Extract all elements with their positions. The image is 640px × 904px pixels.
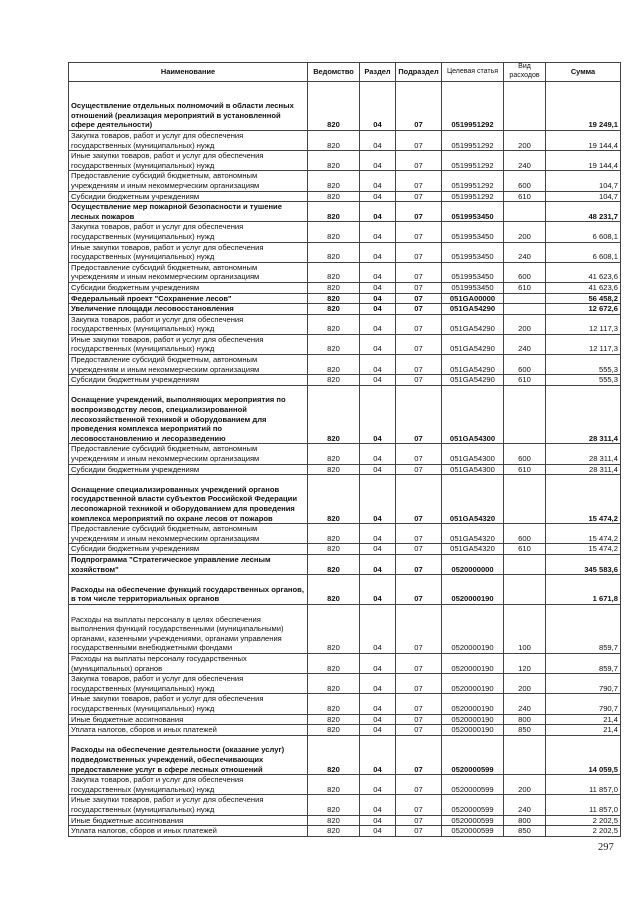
- cell-podrazdel: 07: [396, 714, 442, 725]
- table-row: [69, 202, 621, 222]
- cell-target-article: 051GA54290: [442, 375, 504, 386]
- cell-razdel: 04: [360, 293, 396, 304]
- cell-sum: 790,7: [546, 694, 621, 714]
- cell-vedomstvo: 820: [308, 242, 360, 262]
- cell-name: Осуществление мер пожарной безопасности и тушение лесных пожаров: [69, 202, 308, 222]
- cell-name: Предоставление субсидий бюджетным, автономным учреждениям и иным некоммерческим организациям: [69, 171, 308, 191]
- table-row: [69, 524, 621, 544]
- cell-name: Иные закупки товаров, работ и услуг для обеспечения государственных (муниципальных) нужд: [69, 242, 308, 262]
- cell-razdel: 04: [360, 334, 396, 354]
- table-row: [69, 674, 621, 694]
- cell-sum: 104,7: [546, 171, 621, 191]
- cell-razdel: 04: [360, 282, 396, 293]
- table-row: [69, 795, 621, 815]
- cell-podrazdel: 07: [396, 262, 442, 282]
- cell-target-article: 0519953450: [442, 242, 504, 262]
- cell-name: Иные закупки товаров, работ и услуг для обеспечения государственных (муниципальных) нужд: [69, 334, 308, 354]
- cell-podrazdel: 07: [396, 544, 442, 555]
- cell-vedomstvo: 820: [308, 131, 360, 151]
- cell-name: Закупка товаров, работ и услуг для обеспечения государственных (муниципальных) нужд: [69, 314, 308, 334]
- cell-vedomstvo: 820: [308, 725, 360, 736]
- cell-target-article: 051GA54290: [442, 314, 504, 334]
- cell-vedomstvo: 820: [308, 775, 360, 795]
- cell-razdel: 04: [360, 555, 396, 575]
- header-row: [69, 63, 621, 82]
- cell-podrazdel: 07: [396, 375, 442, 386]
- cell-expense-type: 240: [504, 694, 546, 714]
- cell-expense-type: 850: [504, 725, 546, 736]
- cell-name: Предоставление субсидий бюджетным, автономным учреждениям и иным некоммерческим организациям: [69, 524, 308, 544]
- cell-podrazdel: 07: [396, 242, 442, 262]
- cell-target-article: 0519951292: [442, 82, 504, 131]
- cell-expense-type: 610: [504, 544, 546, 555]
- cell-podrazdel: 07: [396, 282, 442, 293]
- cell-target-article: 0520000599: [442, 775, 504, 795]
- cell-vedomstvo: 820: [308, 575, 360, 605]
- cell-razdel: 04: [360, 314, 396, 334]
- cell-podrazdel: 07: [396, 355, 442, 375]
- cell-vedomstvo: 820: [308, 795, 360, 815]
- table-row: [69, 555, 621, 575]
- cell-vedomstvo: 820: [308, 293, 360, 304]
- cell-sum: 15 474,2: [546, 524, 621, 544]
- cell-target-article: 0520000599: [442, 735, 504, 774]
- cell-sum: 104,7: [546, 191, 621, 202]
- cell-podrazdel: 07: [396, 653, 442, 673]
- cell-vedomstvo: 820: [308, 694, 360, 714]
- cell-target-article: 051GA54300: [442, 464, 504, 475]
- cell-target-article: 051GA54320: [442, 524, 504, 544]
- cell-podrazdel: 07: [396, 694, 442, 714]
- cell-razdel: 04: [360, 222, 396, 242]
- cell-razdel: 04: [360, 544, 396, 555]
- table-row: [69, 464, 621, 475]
- cell-expense-type: [504, 475, 546, 524]
- table-row: [69, 604, 621, 653]
- cell-sum: 2 202,5: [546, 826, 621, 837]
- cell-sum: 12 117,3: [546, 334, 621, 354]
- cell-expense-type: 800: [504, 815, 546, 826]
- cell-target-article: 0519951292: [442, 191, 504, 202]
- cell-razdel: 04: [360, 151, 396, 171]
- cell-razdel: 04: [360, 826, 396, 837]
- cell-name: Расходы на обеспечение функций государственных органов, в том числе территориальных органов: [69, 575, 308, 605]
- table-body: [69, 82, 621, 837]
- cell-name: Субсидии бюджетным учреждениям: [69, 191, 308, 202]
- cell-podrazdel: 07: [396, 444, 442, 464]
- cell-vedomstvo: 820: [308, 314, 360, 334]
- cell-target-article: 0519953450: [442, 202, 504, 222]
- header-podrazdel: Подраздел: [396, 63, 442, 82]
- cell-name: Оснащение специализированных учреждений органов государственной власти субъектов Российской Федерации лесопожарной техникой и оборудованием для проведения комплекса мероприятий по охране лесов от пожаров: [69, 475, 308, 524]
- cell-name: Закупка товаров, работ и услуг для обеспечения государственных (муниципальных) нужд: [69, 222, 308, 242]
- cell-razdel: 04: [360, 464, 396, 475]
- cell-name: Иные бюджетные ассигнования: [69, 815, 308, 826]
- cell-expense-type: 100: [504, 604, 546, 653]
- cell-razdel: 04: [360, 202, 396, 222]
- cell-podrazdel: 07: [396, 475, 442, 524]
- cell-podrazdel: 07: [396, 524, 442, 544]
- cell-podrazdel: 07: [396, 725, 442, 736]
- cell-vedomstvo: 820: [308, 82, 360, 131]
- cell-expense-type: [504, 82, 546, 131]
- cell-expense-type: 610: [504, 375, 546, 386]
- cell-vedomstvo: 820: [308, 202, 360, 222]
- table-row: [69, 314, 621, 334]
- cell-target-article: 0520000599: [442, 815, 504, 826]
- cell-vedomstvo: 820: [308, 826, 360, 837]
- cell-name: Иные закупки товаров, работ и услуг для обеспечения государственных (муниципальных) нужд: [69, 795, 308, 815]
- table-row: [69, 444, 621, 464]
- cell-razdel: 04: [360, 694, 396, 714]
- cell-razdel: 04: [360, 575, 396, 605]
- cell-sum: 11 857,0: [546, 795, 621, 815]
- cell-sum: 19 249,1: [546, 82, 621, 131]
- cell-podrazdel: 07: [396, 82, 442, 131]
- cell-target-article: 051GA54300: [442, 444, 504, 464]
- header-target-article: Целевая статья: [442, 63, 504, 82]
- cell-target-article: 0520000190: [442, 604, 504, 653]
- cell-razdel: 04: [360, 304, 396, 315]
- cell-name: Расходы на обеспечение деятельности (оказание услуг) подведомственных учреждений, обеспечивающих предоставление услуг в сфере лесных отношений: [69, 735, 308, 774]
- cell-name: Расходы на выплаты персоналу государственных (муниципальных) органов: [69, 653, 308, 673]
- cell-vedomstvo: 820: [308, 385, 360, 444]
- cell-podrazdel: 07: [396, 304, 442, 315]
- cell-sum: 12 672,6: [546, 304, 621, 315]
- cell-name: Иные закупки товаров, работ и услуг для обеспечения государственных (муниципальных) нужд: [69, 694, 308, 714]
- cell-sum: 48 231,7: [546, 202, 621, 222]
- cell-name: Субсидии бюджетным учреждениям: [69, 282, 308, 293]
- cell-vedomstvo: 820: [308, 604, 360, 653]
- cell-expense-type: [504, 575, 546, 605]
- cell-expense-type: [504, 293, 546, 304]
- cell-expense-type: 600: [504, 444, 546, 464]
- cell-podrazdel: 07: [396, 775, 442, 795]
- cell-sum: 19 144,4: [546, 151, 621, 171]
- cell-target-article: 051GA54290: [442, 334, 504, 354]
- cell-sum: 555,3: [546, 375, 621, 386]
- cell-podrazdel: 07: [396, 222, 442, 242]
- cell-sum: 12 117,3: [546, 314, 621, 334]
- cell-razdel: 04: [360, 191, 396, 202]
- cell-razdel: 04: [360, 262, 396, 282]
- cell-sum: 11 857,0: [546, 775, 621, 795]
- cell-razdel: 04: [360, 815, 396, 826]
- cell-expense-type: 200: [504, 775, 546, 795]
- table-row: [69, 575, 621, 605]
- cell-razdel: 04: [360, 385, 396, 444]
- cell-target-article: 0520000190: [442, 575, 504, 605]
- cell-vedomstvo: 820: [308, 282, 360, 293]
- cell-target-article: 0519953450: [442, 222, 504, 242]
- cell-name: Закупка товаров, работ и услуг для обеспечения государственных (муниципальных) нужд: [69, 775, 308, 795]
- cell-expense-type: 610: [504, 464, 546, 475]
- cell-sum: 555,3: [546, 355, 621, 375]
- header-name: Наименование: [69, 63, 308, 82]
- cell-razdel: 04: [360, 725, 396, 736]
- cell-target-article: 0520000599: [442, 795, 504, 815]
- cell-sum: 15 474,2: [546, 544, 621, 555]
- cell-podrazdel: 07: [396, 735, 442, 774]
- page-number: 297: [598, 842, 614, 853]
- cell-expense-type: [504, 304, 546, 315]
- cell-vedomstvo: 820: [308, 262, 360, 282]
- table-row: [69, 694, 621, 714]
- cell-razdel: 04: [360, 355, 396, 375]
- cell-target-article: 0520000599: [442, 826, 504, 837]
- table-row: [69, 653, 621, 673]
- cell-sum: 28 311,4: [546, 464, 621, 475]
- table-header: [69, 63, 621, 82]
- cell-vedomstvo: 820: [308, 222, 360, 242]
- cell-name: Федеральный проект "Сохранение лесов": [69, 293, 308, 304]
- cell-vedomstvo: 820: [308, 171, 360, 191]
- cell-name: Уплата налогов, сборов и иных платежей: [69, 725, 308, 736]
- cell-name: Уплата налогов, сборов и иных платежей: [69, 826, 308, 837]
- cell-target-article: 051GA54320: [442, 475, 504, 524]
- cell-sum: 2 202,5: [546, 815, 621, 826]
- table-row: [69, 544, 621, 555]
- header-vedomstvo: Ведомство: [308, 63, 360, 82]
- cell-sum: 859,7: [546, 604, 621, 653]
- cell-name: Подпрограмма "Стратегическое управление лесным хозяйством": [69, 555, 308, 575]
- cell-expense-type: 200: [504, 314, 546, 334]
- table-row: [69, 171, 621, 191]
- header-sum: Сумма: [546, 63, 621, 82]
- cell-expense-type: [504, 555, 546, 575]
- cell-vedomstvo: 820: [308, 444, 360, 464]
- cell-vedomstvo: 820: [308, 191, 360, 202]
- table-row: [69, 282, 621, 293]
- cell-expense-type: 240: [504, 795, 546, 815]
- cell-expense-type: 600: [504, 524, 546, 544]
- table-row: [69, 304, 621, 315]
- cell-podrazdel: 07: [396, 171, 442, 191]
- cell-target-article: 0520000190: [442, 725, 504, 736]
- cell-razdel: 04: [360, 714, 396, 725]
- cell-name: Субсидии бюджетным учреждениям: [69, 375, 308, 386]
- cell-expense-type: 600: [504, 171, 546, 191]
- cell-target-article: 0520000190: [442, 653, 504, 673]
- cell-target-article: 0520000000: [442, 555, 504, 575]
- cell-vedomstvo: 820: [308, 544, 360, 555]
- cell-name: Субсидии бюджетным учреждениям: [69, 464, 308, 475]
- table-row: [69, 82, 621, 131]
- cell-target-article: 0519951292: [442, 171, 504, 191]
- cell-podrazdel: 07: [396, 826, 442, 837]
- cell-razdel: 04: [360, 475, 396, 524]
- cell-sum: 15 474,2: [546, 475, 621, 524]
- cell-vedomstvo: 820: [308, 674, 360, 694]
- cell-name: Предоставление субсидий бюджетным, автономным учреждениям и иным некоммерческим организациям: [69, 262, 308, 282]
- table-row: [69, 714, 621, 725]
- cell-expense-type: 610: [504, 282, 546, 293]
- cell-name: Закупка товаров, работ и услуг для обеспечения государственных (муниципальных) нужд: [69, 131, 308, 151]
- cell-name: Субсидии бюджетным учреждениям: [69, 544, 308, 555]
- cell-name: Оснащение учреждений, выполняющих мероприятия по воспроизводству лесов, специализированной лесохозяйственной техникой и оборудованием для проведения комплекса мероприятий по лесовосстановлению и лесоразведению: [69, 385, 308, 444]
- cell-vedomstvo: 820: [308, 151, 360, 171]
- cell-podrazdel: 07: [396, 151, 442, 171]
- cell-vedomstvo: 820: [308, 375, 360, 386]
- cell-razdel: 04: [360, 131, 396, 151]
- cell-target-article: 051GA54290: [442, 304, 504, 315]
- cell-expense-type: 600: [504, 355, 546, 375]
- table-row: [69, 293, 621, 304]
- cell-razdel: 04: [360, 775, 396, 795]
- cell-razdel: 04: [360, 375, 396, 386]
- cell-sum: 41 623,6: [546, 262, 621, 282]
- cell-name: Расходы на выплаты персоналу в целях обеспечения выполнения функций государственными (муниципальными) органами, казенными учреждениями, органами управления государственными внебюджетными фондами: [69, 604, 308, 653]
- cell-target-article: 051GA54290: [442, 355, 504, 375]
- cell-sum: 28 311,4: [546, 385, 621, 444]
- header-expense-type: Вид расходов: [504, 63, 546, 82]
- cell-expense-type: 240: [504, 242, 546, 262]
- cell-sum: 6 608,1: [546, 242, 621, 262]
- cell-razdel: 04: [360, 444, 396, 464]
- cell-vedomstvo: 820: [308, 304, 360, 315]
- cell-expense-type: 240: [504, 334, 546, 354]
- cell-name: Закупка товаров, работ и услуг для обеспечения государственных (муниципальных) нужд: [69, 674, 308, 694]
- cell-target-article: 0520000190: [442, 714, 504, 725]
- cell-razdel: 04: [360, 795, 396, 815]
- cell-name: Увеличение площади лесовосстановления: [69, 304, 308, 315]
- cell-name: Иные закупки товаров, работ и услуг для обеспечения государственных (муниципальных) нужд: [69, 151, 308, 171]
- cell-razdel: 04: [360, 735, 396, 774]
- table-row: [69, 191, 621, 202]
- table-row: [69, 262, 621, 282]
- cell-sum: 28 311,4: [546, 444, 621, 464]
- cell-expense-type: [504, 735, 546, 774]
- cell-expense-type: 200: [504, 131, 546, 151]
- cell-vedomstvo: 820: [308, 355, 360, 375]
- cell-target-article: 0520000190: [442, 674, 504, 694]
- cell-podrazdel: 07: [396, 314, 442, 334]
- cell-podrazdel: 07: [396, 202, 442, 222]
- table-row: [69, 735, 621, 774]
- cell-razdel: 04: [360, 171, 396, 191]
- cell-name: Иные бюджетные ассигнования: [69, 714, 308, 725]
- cell-vedomstvo: 820: [308, 735, 360, 774]
- cell-sum: 345 583,6: [546, 555, 621, 575]
- table-row: [69, 725, 621, 736]
- cell-vedomstvo: 820: [308, 334, 360, 354]
- table-row: [69, 151, 621, 171]
- cell-target-article: 0519953450: [442, 262, 504, 282]
- cell-sum: 790,7: [546, 674, 621, 694]
- cell-name: Осуществление отдельных полномочий в области лесных отношений (реализация мероприятий в установленной сфере деятельности): [69, 82, 308, 131]
- cell-podrazdel: 07: [396, 464, 442, 475]
- cell-razdel: 04: [360, 82, 396, 131]
- cell-sum: 1 671,8: [546, 575, 621, 605]
- table-row: [69, 815, 621, 826]
- cell-target-article: 0519953450: [442, 282, 504, 293]
- table-row: [69, 131, 621, 151]
- cell-podrazdel: 07: [396, 795, 442, 815]
- cell-vedomstvo: 820: [308, 464, 360, 475]
- budget-table: [68, 62, 621, 837]
- cell-target-article: 0520000190: [442, 694, 504, 714]
- cell-podrazdel: 07: [396, 555, 442, 575]
- cell-name: Предоставление субсидий бюджетным, автономным учреждениям и иным некоммерческим организациям: [69, 444, 308, 464]
- table-row: [69, 355, 621, 375]
- cell-vedomstvo: 820: [308, 524, 360, 544]
- table-row: [69, 222, 621, 242]
- cell-sum: 6 608,1: [546, 222, 621, 242]
- cell-vedomstvo: 820: [308, 815, 360, 826]
- cell-podrazdel: 07: [396, 293, 442, 304]
- table-row: [69, 826, 621, 837]
- cell-target-article: 051GA54320: [442, 544, 504, 555]
- cell-expense-type: 120: [504, 653, 546, 673]
- cell-expense-type: [504, 385, 546, 444]
- cell-expense-type: 850: [504, 826, 546, 837]
- cell-expense-type: [504, 202, 546, 222]
- table-row: [69, 375, 621, 386]
- table-row: [69, 334, 621, 354]
- cell-target-article: 0519951292: [442, 151, 504, 171]
- cell-podrazdel: 07: [396, 334, 442, 354]
- header-razdel: Раздел: [360, 63, 396, 82]
- cell-vedomstvo: 820: [308, 475, 360, 524]
- cell-razdel: 04: [360, 242, 396, 262]
- cell-razdel: 04: [360, 604, 396, 653]
- cell-razdel: 04: [360, 674, 396, 694]
- cell-podrazdel: 07: [396, 815, 442, 826]
- cell-sum: 859,7: [546, 653, 621, 673]
- cell-expense-type: 610: [504, 191, 546, 202]
- cell-sum: 21,4: [546, 714, 621, 725]
- table-row: [69, 385, 621, 444]
- table-row: [69, 775, 621, 795]
- cell-target-article: 051GA54300: [442, 385, 504, 444]
- cell-expense-type: 240: [504, 151, 546, 171]
- cell-podrazdel: 07: [396, 191, 442, 202]
- cell-sum: 14 059,5: [546, 735, 621, 774]
- cell-sum: 21,4: [546, 725, 621, 736]
- cell-sum: 41 623,6: [546, 282, 621, 293]
- cell-expense-type: 600: [504, 262, 546, 282]
- table-row: [69, 475, 621, 524]
- cell-podrazdel: 07: [396, 674, 442, 694]
- cell-target-article: 0519951292: [442, 131, 504, 151]
- cell-sum: 19 144,4: [546, 131, 621, 151]
- cell-vedomstvo: 820: [308, 555, 360, 575]
- cell-expense-type: 200: [504, 674, 546, 694]
- cell-expense-type: 800: [504, 714, 546, 725]
- cell-name: Предоставление субсидий бюджетным, автономным учреждениям и иным некоммерческим организациям: [69, 355, 308, 375]
- cell-podrazdel: 07: [396, 604, 442, 653]
- cell-podrazdel: 07: [396, 131, 442, 151]
- cell-sum: 56 458,2: [546, 293, 621, 304]
- cell-vedomstvo: 820: [308, 653, 360, 673]
- cell-target-article: 051GA00000: [442, 293, 504, 304]
- cell-razdel: 04: [360, 653, 396, 673]
- cell-vedomstvo: 820: [308, 714, 360, 725]
- cell-expense-type: 200: [504, 222, 546, 242]
- table-row: [69, 242, 621, 262]
- cell-podrazdel: 07: [396, 385, 442, 444]
- cell-podrazdel: 07: [396, 575, 442, 605]
- cell-razdel: 04: [360, 524, 396, 544]
